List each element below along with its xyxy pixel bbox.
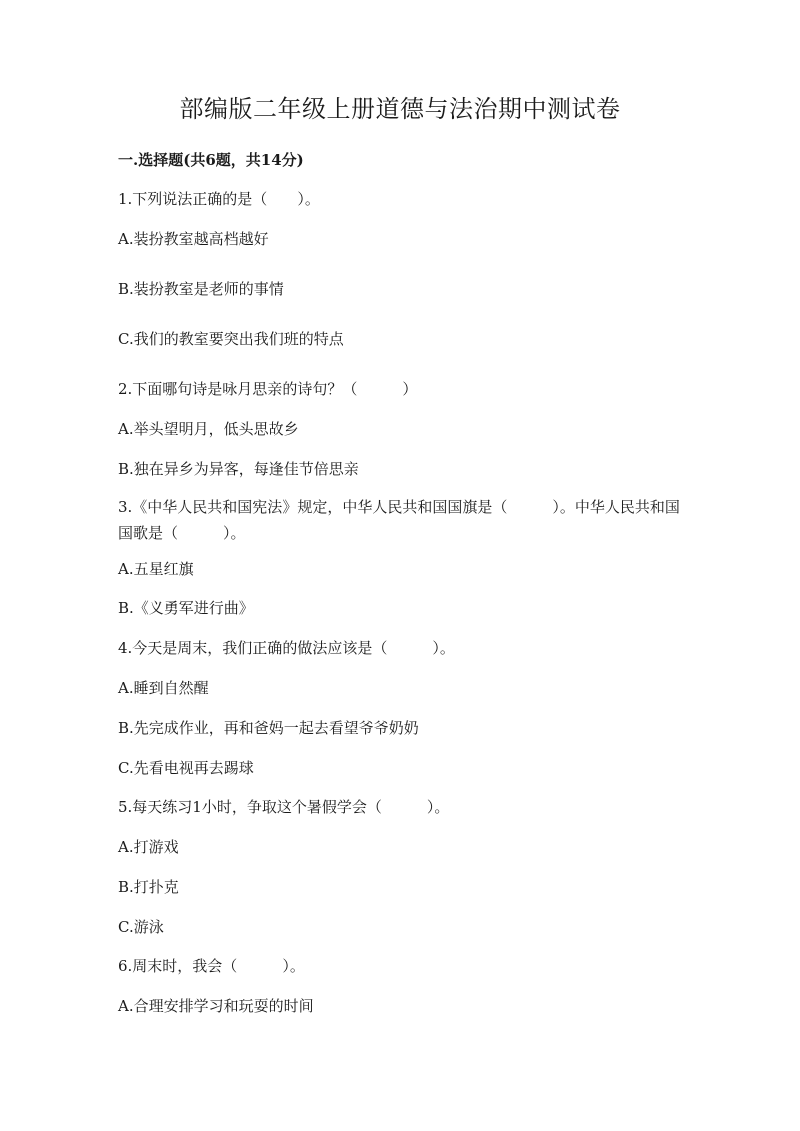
question-4-option-b: B.先完成作业，再和爸妈一起去看望爷爷奶奶	[118, 719, 419, 737]
question-6-option-a: A.合理安排学习和玩耍的时间	[118, 997, 314, 1015]
section-heading: 一.选择题(共6题，共14分)	[118, 151, 304, 169]
question-5-option-c: C.游泳	[118, 918, 164, 936]
question-3-option-b: B.《义勇军进行曲》	[118, 599, 254, 617]
question-4-option-c: C.先看电视再去踢球	[118, 759, 254, 777]
question-3-option-a: A.五星红旗	[118, 560, 194, 578]
question-1-option-b: B.装扮教室是老师的事情	[118, 280, 284, 298]
question-1-option-a: A.装扮教室越高档越好	[118, 230, 269, 248]
question-4-option-a: A.睡到自然醒	[118, 679, 209, 697]
question-2-option-a: A.举头望明月，低头思故乡	[118, 420, 299, 438]
question-stem-6: 6.周末时，我会（ ）。	[118, 957, 305, 975]
question-stem-3: 3.《中华人民共和国宪法》规定，中华人民共和国国旗是（ ）。中华人民共和国国歌是（ ）。	[118, 498, 680, 542]
question-5-option-b: B.打扑克	[118, 878, 179, 896]
question-stem-4: 4.今天是周末，我们正确的做法应该是（ ）。	[118, 639, 455, 657]
question-stem-5: 5.每天练习1小时，争取这个暑假学会（ ）。	[118, 798, 450, 816]
question-stem-2: 2.下面哪句诗是咏月思亲的诗句？（ ）	[118, 380, 418, 398]
question-1-option-c: C.我们的教室要突出我们班的特点	[118, 330, 344, 348]
question-2-option-b: B.独在异乡为异客，每逢佳节倍思亲	[118, 460, 359, 478]
page-title: 部编版二年级上册道德与法治期中测试卷	[179, 95, 621, 123]
question-5-option-a: A.打游戏	[118, 838, 179, 856]
question-stem-1: 1.下列说法正确的是（ ）。	[118, 190, 320, 208]
